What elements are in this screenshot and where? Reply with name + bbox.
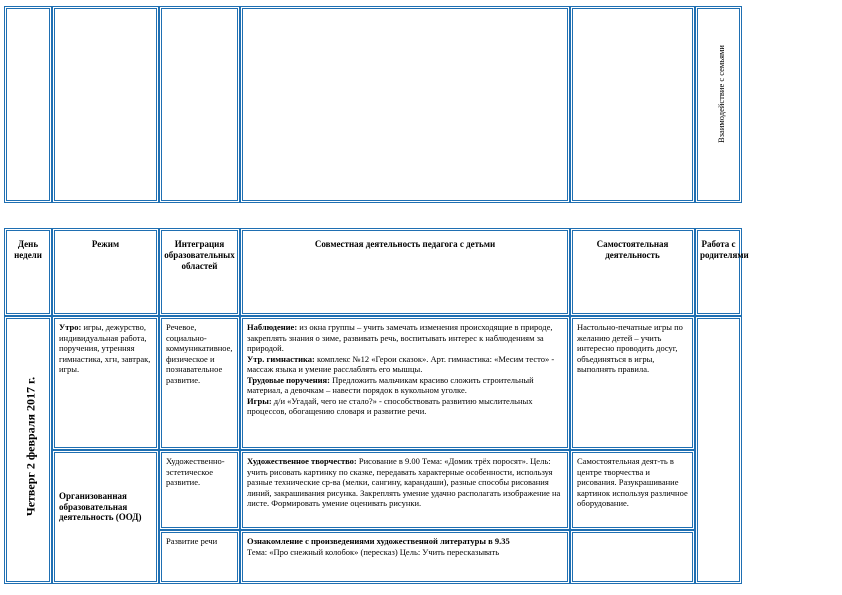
- row3-joint: [240, 530, 570, 584]
- row3-joint-line: Тема: «Про снежный колобок» (пересказ) Цель: Учить пересказывать: [247, 546, 500, 557]
- day-label: Четверг 2 февраля 2017 г.: [23, 376, 38, 517]
- row1-mode: Утро: игры, дежурство, индивидуальная работа, поручения, утренняя гимнастика, хгн, завтрак, игры.: [52, 316, 159, 450]
- row1-joint: [240, 316, 570, 450]
- top-cell-independent: [570, 6, 695, 203]
- row1-joint-line: Наблюдение: из окна группы – учить замечать изменения происходящие в природе, закреплять знания о зиме, развивать речь, воспитывать интерес к наблюдениям за природой.: [247, 322, 553, 353]
- row2-mode: Организованная образовательная деятельность (ООД): [52, 450, 159, 584]
- header-integration: Интеграция образовательных областей: [159, 228, 240, 316]
- row2-independent: Самостоятельная деят-ть в центре творчества и рисования. Разукрашивание картинок используя различное оборудование.: [570, 450, 695, 530]
- row1-joint-line: Утр. гимнастика: комплекс №12 «Герои сказок». Арт. гимнастика: «Месим тесто» - массаж языка и умение расслаблять его мышцы.: [247, 353, 555, 374]
- row3-joint-line: Ознакомление с произведениями художественной литературы в 9.35: [247, 536, 510, 546]
- header-family: Работа с родителями: [695, 228, 742, 316]
- row1-integration: Речевое, социально-коммуникативное, физическое и познавательное развитие.: [159, 316, 240, 450]
- row3-integration: Развитие речи: [159, 530, 240, 584]
- row1-joint-line: Трудовые поручения: Предложить мальчикам красиво сложить строительный материал, а девочкам – навести порядок в кукольном уголке.: [247, 374, 534, 395]
- top-cell-day: [4, 6, 52, 203]
- row1-independent: Настольно-печатные игры по желанию детей – учить интересно проводить досуг, объединяться в игры, выполнять правила.: [570, 316, 695, 450]
- header-day: День недели: [4, 228, 52, 316]
- family-cell: [695, 316, 742, 584]
- header-mode: Режим: [52, 228, 159, 316]
- day-cell: [4, 316, 52, 584]
- top-cell-integration: [159, 6, 240, 203]
- header-joint: Совместная деятельность педагога с детьми: [240, 228, 570, 316]
- row1-joint-line: Игры: д/и «Угадай, чего не стало?» - способствовать развитию мыслительных процессов, обогащению словаря и развитие речи.: [247, 395, 533, 416]
- top-cell-mode: [52, 6, 159, 203]
- top-family-vertical-text: Взаимодействие с семьями: [716, 45, 726, 143]
- top-cell-joint: [240, 6, 570, 203]
- row2-joint-line: Художественное творчество: Рисование в 9.00 Тема: «Домик трёх поросят». Цель: учить рисовать картинку по сказке, передавать характерные особенности, используя разные технические ср-ва (мелки, сангину, карандаши), разные способы рисования линий, закрашивания рисунка. Закреплять умение удачно располагать изображение на листе. Формировать умение оценивать рисунки.: [247, 456, 561, 508]
- row2-joint: [240, 450, 570, 530]
- header-independent: Самостоятельная деятельность: [570, 228, 695, 316]
- row2-integration: Художественно-эстетическое развитие.: [159, 450, 240, 530]
- row3-independent: [570, 530, 695, 584]
- top-cell-family: [695, 6, 742, 203]
